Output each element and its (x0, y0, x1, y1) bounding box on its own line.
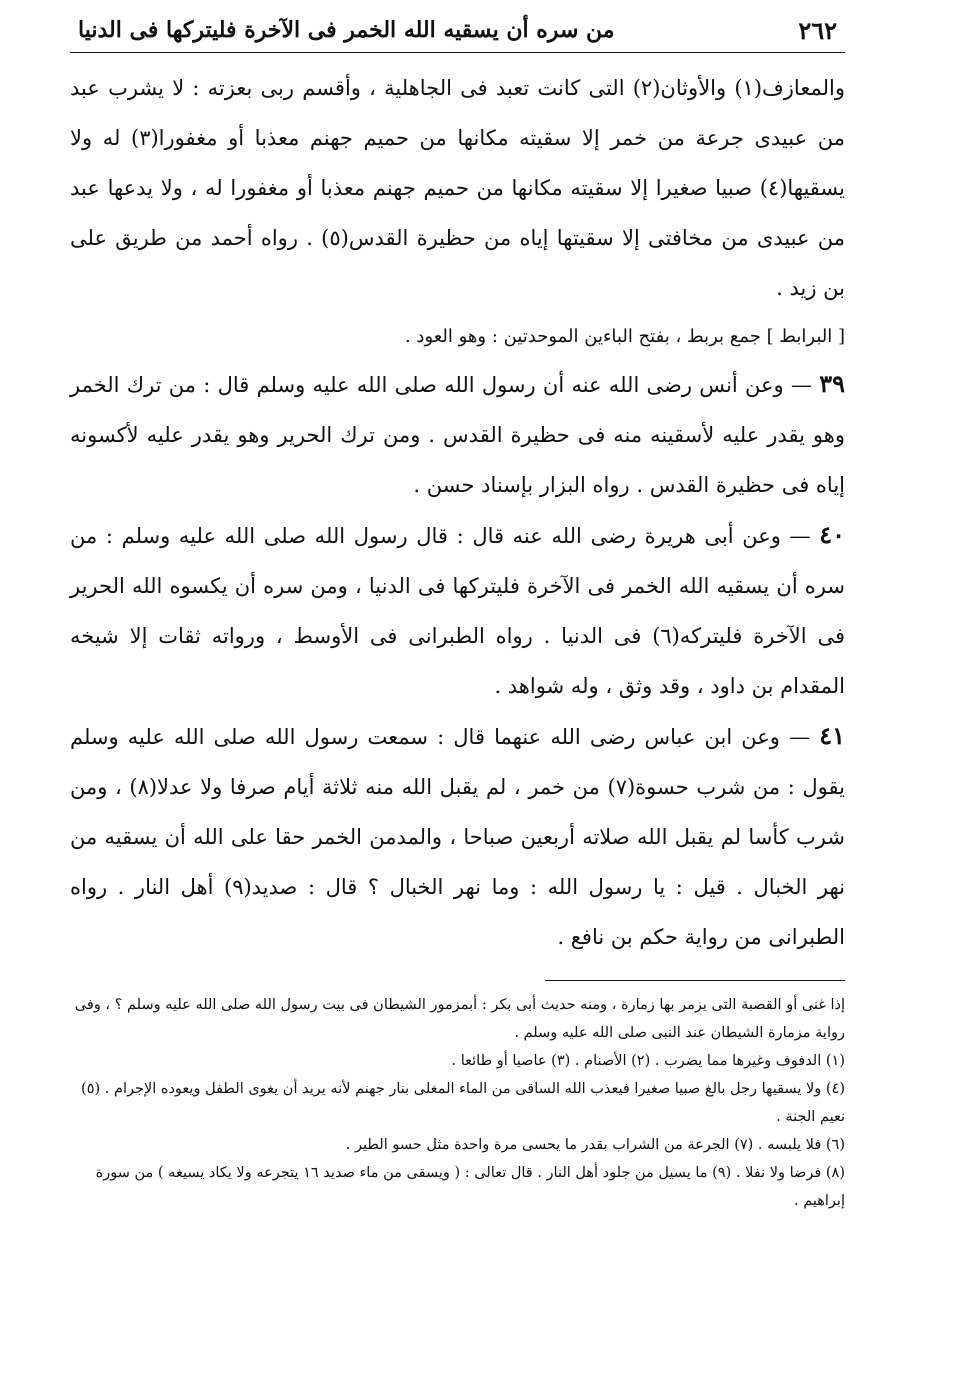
header-divider (70, 52, 845, 53)
running-title: من سره أن يسقيه الله الخمر فى الآخرة فليتركها فى الدنيا (78, 17, 615, 43)
main-text (70, 63, 845, 962)
paragraph-continuation: والمعازف(١) والأوثان(٢) التى كانت تعبد فى الجاهلية ، وأقسم ربى بعزته : لا يشرب عبد من عبيدى جرعة من خمر إلا سقيته مكانها من حميم جهنم معذبا أو مغفورا(٣) له ولا يسقيها(٤) صبيا صغيرا إلا سقيته مكانها من حميم جهنم معذبا أو مغفورا له ، ولا يدعها عبد من عبيدى من مخافتى إلا سقيتها إياه من حظيرة القدس(٥) . رواه أحمد من طريق على بن زيد . (70, 76, 846, 300)
glossary-note: [ البرابط ] جمع بربط ، بفتح الباءين الموحدتين : وهو العود . (404, 326, 845, 347)
hadith-text: — وعن ابن عباس رضى الله عنهما قال : سمعت رسول الله صلى الله عليه وسلم يقول : من شرب حسوة(٧) من خمر ، لم يقبل الله منه ثلاثة أيام صرفا ولا عدلا(٨) ، ومن شرب كأسا لم يقبل الله صلاته أربعين صباحا ، والمدمن الخمر حقا على الله أن يسقيه من نهر الخبال . قيل : يا رسول الله : وما نهر الخبال ؟ قال : صديد(٩) أهل النار . رواه الطبرانى من رواية حكم بن نافع . (70, 725, 845, 949)
footnote-line: (٤) ولا يسقيها رجل بالغ صبيا صغيرا فيعذب الله الساقى من الماء المغلى بنار جهنم لأنه يريد أن يغوى الطفل ويعوده الإجرام . (٥) نعيم الجنة . (81, 1081, 845, 1125)
footnote-line: (٦) فلا يلبسه . (٧) الجرعة من الشراب بقدر ما يحسى مرة واحدة مثل حسو الطير . (345, 1137, 845, 1153)
page-number: ٢٦٢ (798, 15, 837, 45)
hadith-number: ٤٠ (819, 520, 845, 549)
footnote-intro: إذا غنى أو القصبة التى يزمر بها زمارة ، ومنه حديث أبى بكر : أبمزمور الشيطان فى بيت رسول الله صلى الله عليه وسلم ؟ ، وفى رواية مزمارة الشيطان عند النبى صلى الله عليه وسلم . (74, 997, 845, 1041)
hadith-40 (70, 510, 845, 711)
footnote-divider (545, 980, 845, 981)
footnotes (70, 991, 845, 1215)
hadith-39 (70, 359, 845, 510)
hadith-41 (70, 711, 845, 962)
hadith-number: ٣٩ (819, 369, 845, 398)
footnote-line: (١) الدفوف وغيرها مما يضرب . (٢) الأصنام . (٣) عاصيا أو طائعا . (451, 1053, 845, 1069)
book-page (70, 10, 845, 1360)
hadith-number: ٤١ (819, 721, 845, 750)
page-header (70, 10, 845, 50)
hadith-text: — وعن أبى هريرة رضى الله عنه قال : قال رسول الله صلى الله عليه وسلم : من سره أن يسقيه الله الخمر فى الآخرة فليتركها فى الدنيا ، ومن سره أن يكسوه الله الحرير فى الآخرة فليتركه(٦) فى الدنيا . رواه الطبرانى فى الأوسط ، ورواته ثقات إلا شيخه المقدام بن داود ، وقد وثق ، وله شواهد . (70, 524, 845, 698)
hadith-text: — وعن أنس رضى الله عنه أن رسول الله صلى الله عليه وسلم قال : من ترك الخمر وهو يقدر عليه لأسقينه منه فى حظيرة القدس . ومن ترك الحرير وهو يقدر عليه لأكسونه إياه فى حظيرة القدس . رواه البزار بإسناد حسن . (70, 373, 845, 497)
footnote-line: (٨) فرضا ولا نفلا . (٩) ما يسيل من جلود أهل النار . قال تعالى : ( ويسقى من ماء صديد ١٦ يتجرعه ولا يكاد يسيغه ) من سورة إبراهيم . (95, 1165, 845, 1209)
